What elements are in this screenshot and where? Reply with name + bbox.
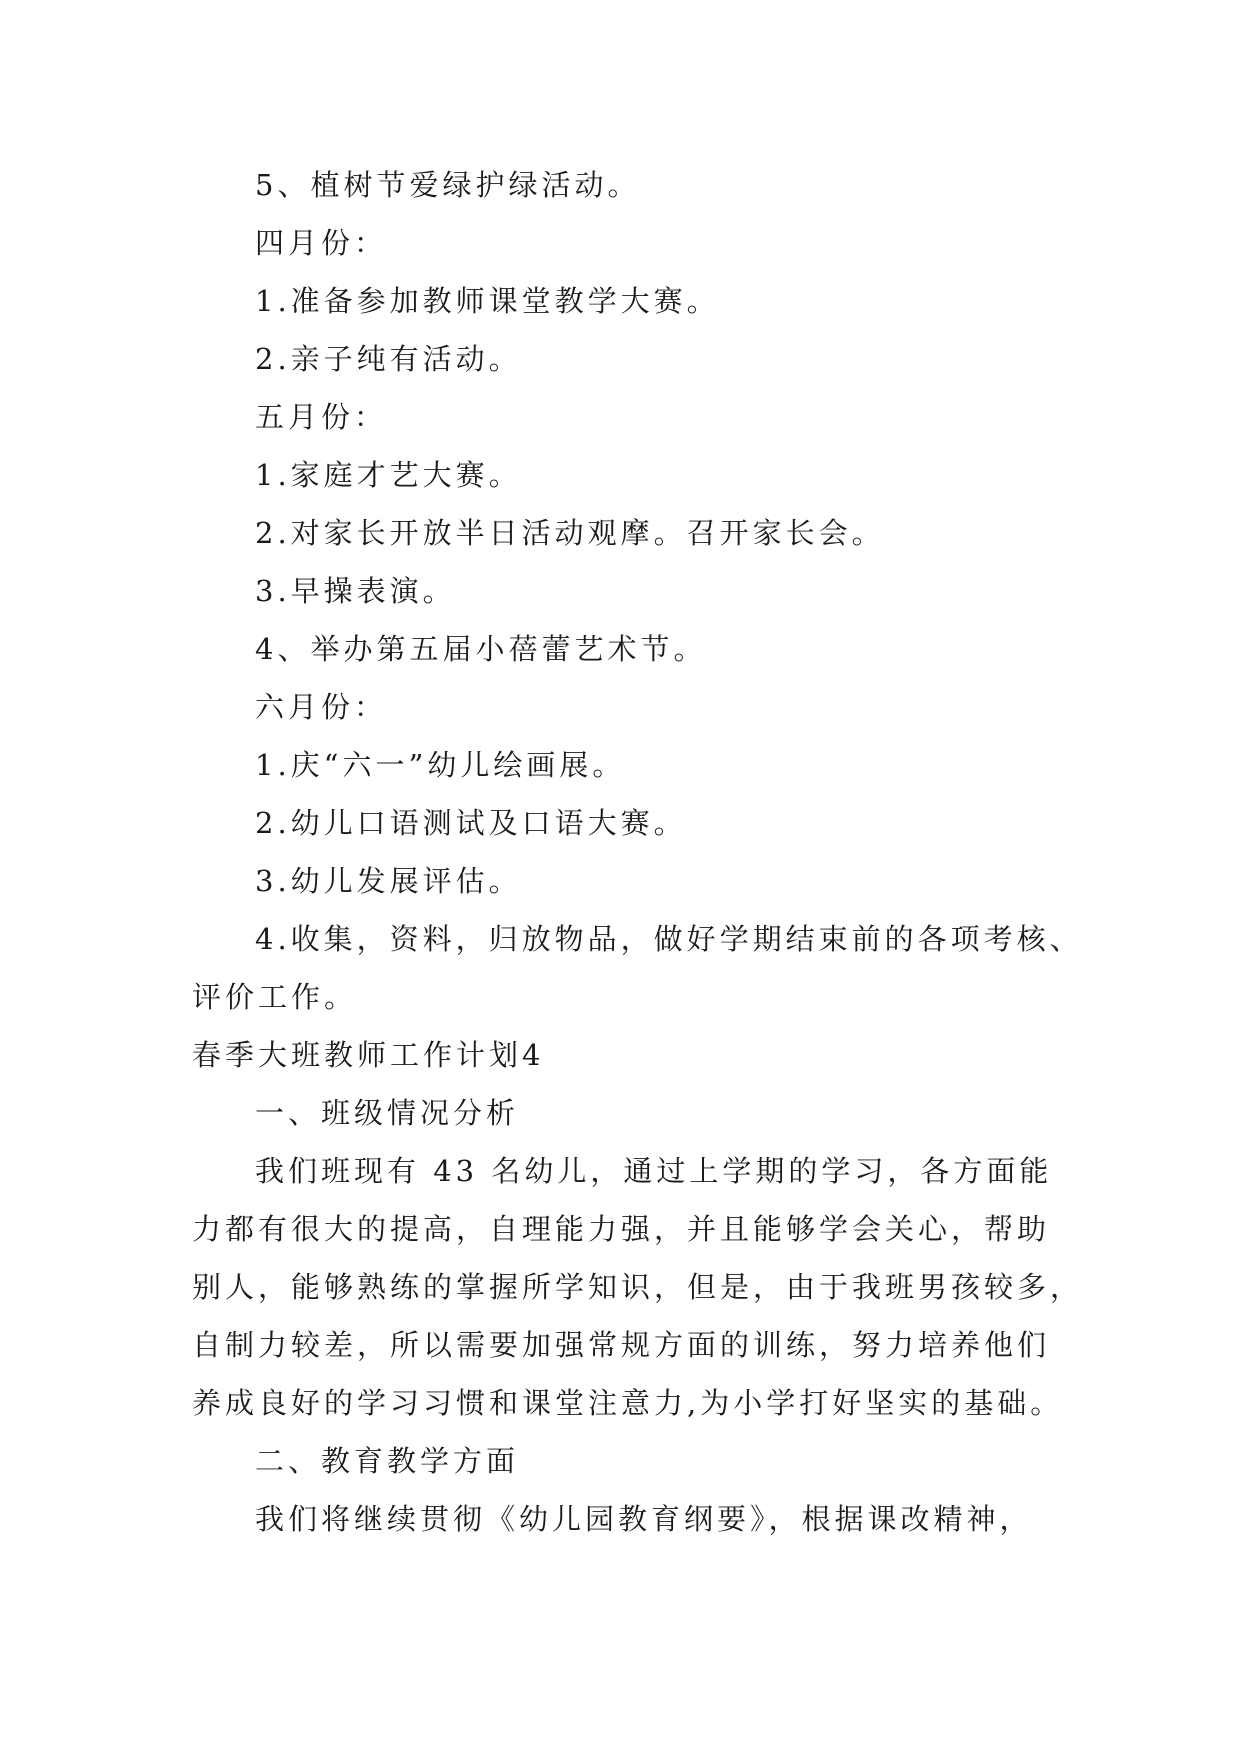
section-title: 春季大班教师工作计划4 — [192, 1038, 545, 1072]
paragraph-line: 养成良好的学习习惯和课堂注意力,为小学打好坚实的基础。 — [192, 1386, 1064, 1420]
paragraph-line: 别人，能够熟练的掌握所学知识，但是，由于我班男孩较多， — [192, 1270, 1084, 1304]
text-line: 4.收集，资料，归放物品，做好学期结束前的各项考核、 — [255, 922, 1083, 956]
text-line: 3.幼儿发展评估。 — [255, 864, 522, 898]
text-line: 1.家庭才艺大赛。 — [255, 458, 522, 492]
text-line: 3.早操表演。 — [255, 574, 456, 608]
paragraph-line: 自制力较差，所以需要加强常规方面的训练，努力培养他们 — [192, 1328, 1051, 1362]
section-heading: 一、班级情况分析 — [255, 1096, 520, 1130]
paragraph-line: 力都有很大的提高，自理能力强，并且能够学会关心，帮助 — [192, 1212, 1051, 1246]
text-line: 4、举办第五届小蓓蕾艺术节。 — [255, 632, 707, 666]
text-line: 1.准备参加教师课堂教学大赛。 — [255, 284, 720, 318]
paragraph-line: 我们将继续贯彻《幼儿园教育纲要》，根据课改精神， — [255, 1502, 1033, 1536]
text-line: 1.庆“六一”幼儿绘画展。 — [255, 748, 626, 782]
text-line: 5、植树节爱绿护绿活动。 — [255, 168, 641, 202]
paragraph-line: 我们班现有 43 名幼儿，通过上学期的学习，各方面能 — [255, 1154, 1053, 1188]
month-heading: 五月份： — [255, 400, 388, 434]
month-heading: 四月份： — [255, 226, 388, 260]
text-line: 2.亲子纯有活动。 — [255, 342, 522, 376]
text-line: 2.对家长开放半日活动观摩。召开家长会。 — [255, 516, 885, 550]
section-heading: 二、教育教学方面 — [255, 1444, 520, 1478]
text-line: 评价工作。 — [192, 980, 358, 1014]
text-line: 2.幼儿口语测试及口语大赛。 — [255, 806, 687, 840]
month-heading: 六月份： — [255, 690, 388, 724]
